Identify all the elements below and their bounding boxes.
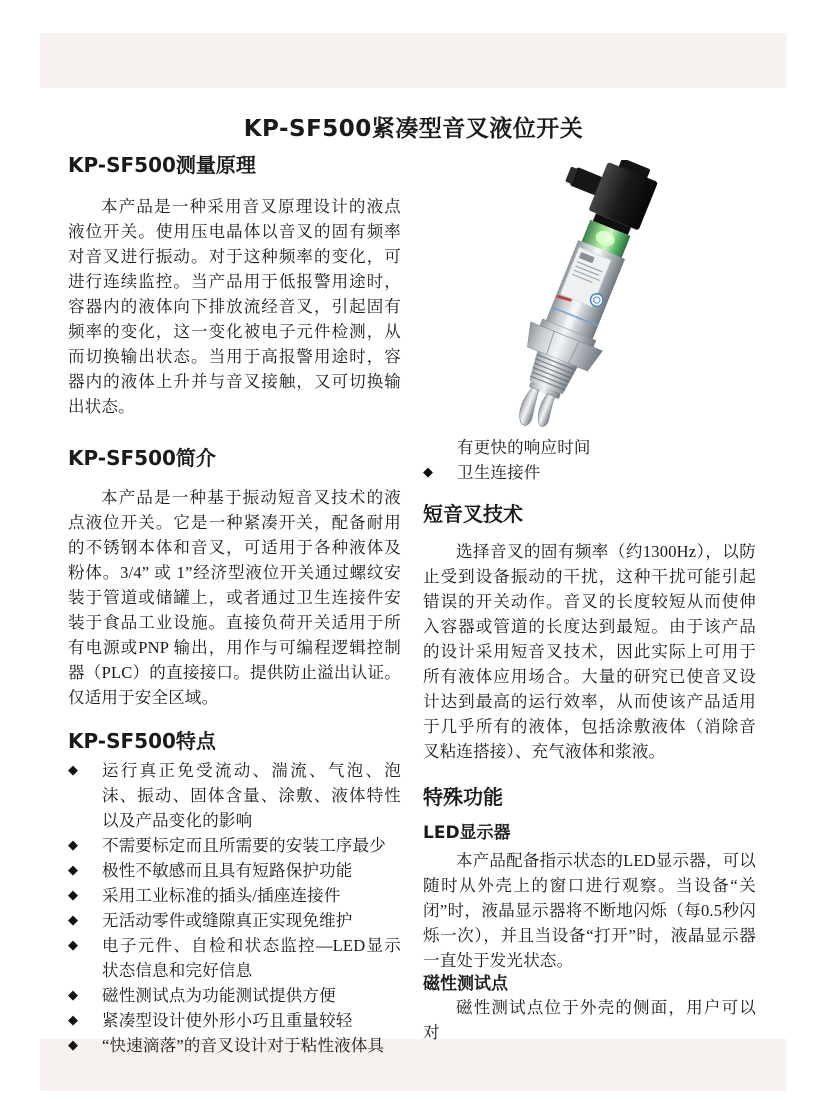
feature-text: 采用工业标准的插头/插座连接件 — [102, 886, 341, 905]
diamond-bullet-icon: ◆ — [68, 913, 78, 928]
diamond-bullet-icon: ◆ — [68, 863, 78, 878]
header-banner — [40, 33, 787, 88]
feature-text: 卫生连接件 — [457, 463, 541, 482]
feature-text: 电子元件、自检和状态监控—LED显示状态信息和完好信息 — [102, 936, 401, 980]
feature-text: 不需要标定而且所需要的安装工序最少 — [102, 836, 386, 855]
right-column — [423, 160, 756, 1045]
diamond-bullet-icon: ◆ — [68, 838, 78, 853]
feature-text: 磁性测试点为功能测试提供方便 — [102, 986, 336, 1005]
list-item — [68, 933, 401, 983]
list-item — [68, 883, 401, 908]
section-heading-principle: KP-SF500测量原理 — [68, 153, 256, 177]
diamond-bullet-icon: ◆ — [68, 1013, 78, 1028]
short-fork-paragraph: 选择音叉的固有频率（约1300Hz），以防止受到设备振动的干扰，这种干扰可能引起错误的开关动作。音叉的长度较短从而使伸入容器或管道的长度达到最短。由于该产品的设计采用短音叉技术，因此实际上可用于所有液体应用场合。大量的研究已使音叉设计达到最高的运行效率，从而使该产品适用于几乎所有的液体，包括涂敷液体（消除音叉粘连搭接）、充气液体和浆液。 — [423, 542, 756, 761]
list-item — [68, 858, 401, 883]
intro-paragraph: 本产品是一种基于振动短音叉技术的液点液位开关。它是一种紧凑开关，配备耐用的不锈钢本体和音叉，可适用于各种液体及粉体。3/4” 或 1”经济型液位开关通过螺纹安装于管道或储罐上，或者通过卫生连接件安装于食品工业设施。直接负荷开关适用于所有电源或PNP 输出，用作与可编程逻辑控制器（PLC）的直接接口。提供防止溢出认证。仅适用于安全区域。 — [68, 488, 401, 707]
list-item — [423, 460, 756, 485]
list-item — [68, 1008, 401, 1033]
diamond-bullet-icon: ◆ — [68, 1038, 78, 1053]
feature-text: 运行真正免受流动、湍流、气泡、泡沫、振动、固体含量、涂敷、液体特性以及产品变化的影响 — [102, 761, 401, 830]
diamond-bullet-icon: ◆ — [68, 938, 78, 953]
diamond-bullet-icon: ◆ — [68, 988, 78, 1003]
section-heading-special: 特殊功能 — [423, 785, 503, 809]
subheading-magnetic-test-point: 磁性测试点 — [423, 974, 508, 994]
level-switch-device — [475, 160, 673, 435]
product-photo — [423, 160, 756, 435]
diamond-bullet-icon: ◆ — [68, 763, 78, 778]
list-item — [68, 758, 401, 833]
diamond-bullet-icon: ◆ — [423, 465, 433, 480]
feature-list-continued — [423, 460, 756, 485]
list-item — [68, 833, 401, 858]
diamond-bullet-icon: ◆ — [68, 888, 78, 903]
feature-text: 极性不敏感而且具有短路保护功能 — [102, 861, 353, 880]
feature-text: 紧凑型设计使外形小巧且重量较轻 — [102, 1011, 353, 1030]
page-title: KP-SF500紧凑型音叉液位开关 — [243, 116, 584, 142]
section-heading-intro: KP-SF500简介 — [68, 446, 216, 470]
principle-paragraph: 本产品是一种采用音叉原理设计的液点液位开关。使用压电晶体以音叉的固有频率对音叉进行振动。对于这种频率的变化，可进行连续监控。当产品用于低报警用途时，容器内的液体向下排放流经音叉，引起固有频率的变化，这一变化被电子元件检测，从而切换输出状态。当用于高报警用途时，容器内的液体上升并与音叉接触，又可切换输出状态。 — [68, 197, 401, 416]
left-column — [68, 152, 401, 1058]
feature-text: 无活动零件或缝隙真正实现免维护 — [102, 911, 353, 930]
magnetic-paragraph: 磁性测试点位于外壳的侧面，用户可以对 — [423, 998, 756, 1042]
list-item — [68, 908, 401, 933]
section-heading-features: KP-SF500特点 — [68, 729, 216, 753]
feature-continuation: 有更快的响应时间 — [457, 438, 591, 457]
led-paragraph: 本产品配备指示状态的LED显示器，可以随时从外壳上的窗口进行观察。当设备“关闭”时，液晶显示器将不断地闪烁（每0.5秒闪烁一次），并且当设备“打开”时，液晶显示器一直处于发光状态。 — [423, 851, 756, 970]
feature-text: “快速滴落”的音叉设计对于粘性液体具 — [102, 1036, 385, 1055]
product-figure — [423, 160, 756, 435]
list-item — [68, 983, 401, 1008]
list-item — [68, 1033, 401, 1058]
subheading-led-display: LED显示器 — [423, 823, 511, 843]
section-heading-short-fork: 短音叉技术 — [423, 502, 523, 526]
feature-list — [68, 758, 401, 1058]
